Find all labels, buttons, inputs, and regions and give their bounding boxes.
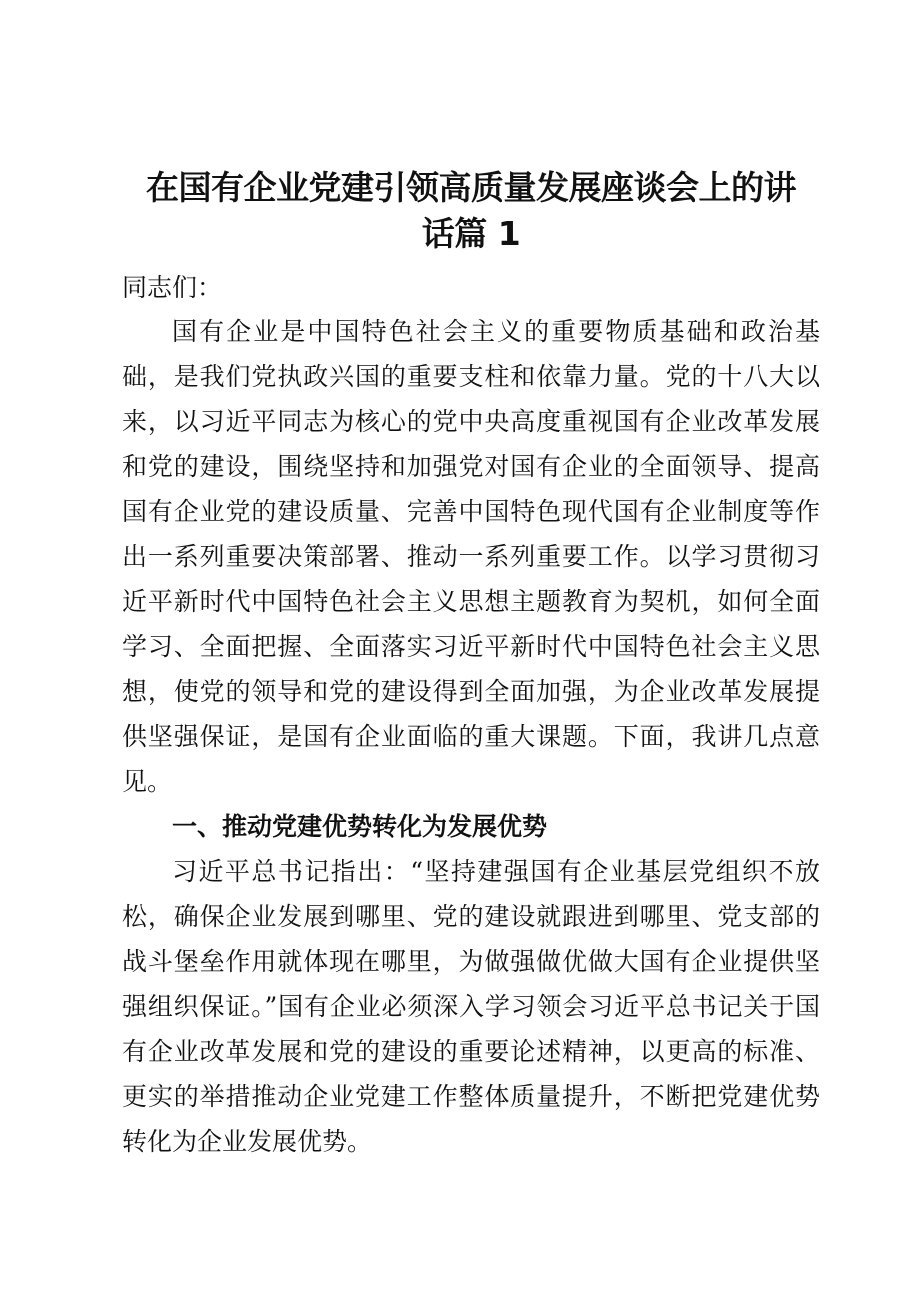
title-line-1: 在国有企业党建引领高质量发展座谈会上的讲 [146,168,796,207]
salutation: 同志们： [122,273,223,302]
section-heading-1: 一、推动党建优势转化为发展优势 [172,812,548,841]
body-paragraph-1: 国有企业是中国特色社会主义的重要物质基础和政治基础，是我们党执政兴国的重要支柱和依靠力量。党的十八大以来，以习近平同志为核心的党中央高度重视国有企业改革发展和党的建设，围绕坚持和加强党对国有企业的全面领导、提高国有企业党的建设质量、完善中国特色现代国有企业制度等作出一系列重要决策部署、推动一系列重要工作。以学习贯彻习近平新时代中国特色社会主义思想主题教育为契机，如何全面学习、全面把握、全面落实习近平新时代中国特色社会主义思想，使党的领导和党的建设得到全面加强，为企业改革发展提供坚强保证，是国有企业面临的重大课题。下面，我讲几点意见。 [122,317,820,796]
body-paragraph-2: 习近平总书记指出：“坚持建强国有企业基层党组织不放松，确保企业发展到哪里、党的建设就跟进到哪里、党支部的战斗堡垒作用就体现在哪里，为做强做优做大国有企业提供坚强组织保证。”国有企业必须深入学习领会习近平总书记关于国有企业改革发展和党的建设的重要论述精神，以更高的标准、更实的举措推动企业党建工作整体质量提升，不断把党建优势转化为企业发展优势。 [122,857,820,1156]
document-title [122,165,820,257]
title-line-2: 话篇 1 [421,214,521,253]
